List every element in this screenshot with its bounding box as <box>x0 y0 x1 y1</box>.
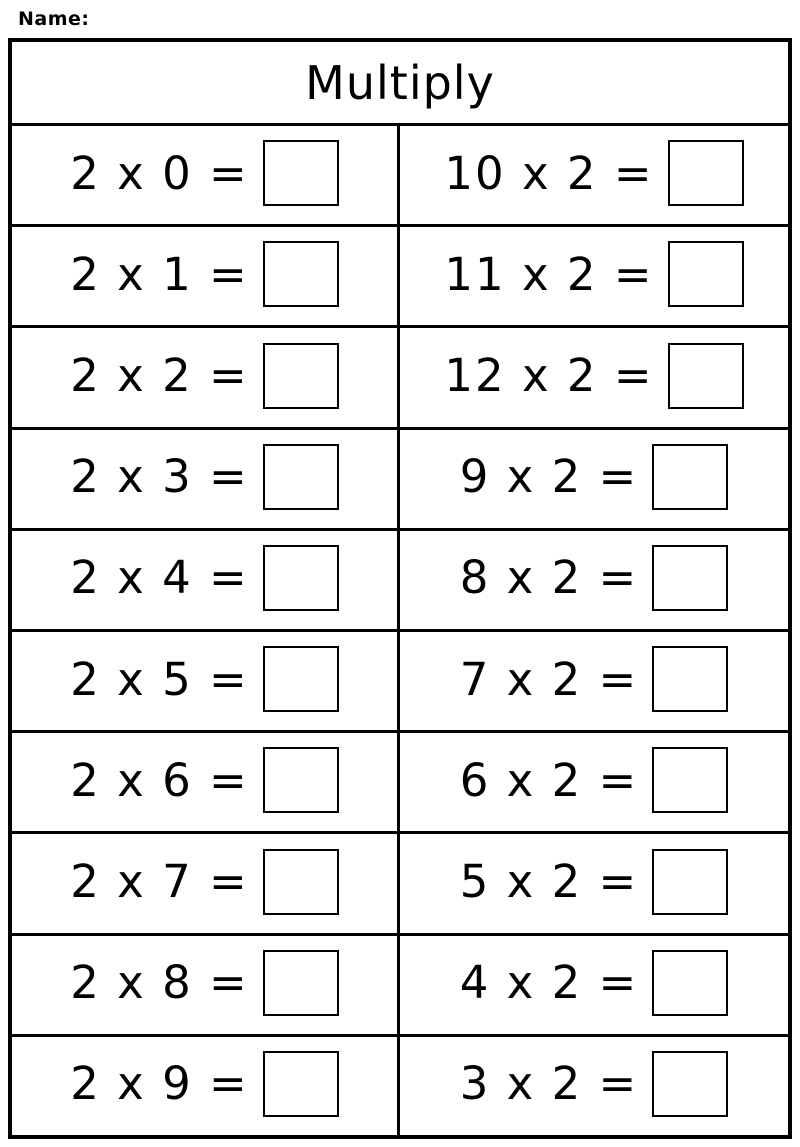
problem-expression: 9 x 2 = <box>459 450 639 504</box>
answer-input[interactable] <box>263 343 339 409</box>
problem-cell <box>12 430 400 528</box>
answer-input[interactable] <box>263 646 339 712</box>
problem-row <box>12 1037 788 1135</box>
answer-input[interactable] <box>652 747 728 813</box>
problem-row <box>12 430 788 531</box>
answer-input[interactable] <box>263 1051 339 1117</box>
problem-1 <box>70 140 339 206</box>
problem-11 <box>444 140 743 206</box>
problem-expression: 2 x 7 = <box>70 855 249 909</box>
worksheet-sheet <box>8 38 792 1139</box>
answer-input[interactable] <box>652 545 728 611</box>
problem-expression: 7 x 2 = <box>459 652 639 706</box>
problem-expression: 3 x 2 = <box>459 1057 639 1111</box>
problem-cell <box>400 531 788 629</box>
problem-9 <box>70 950 339 1016</box>
problem-cell <box>12 834 400 932</box>
problem-4 <box>70 444 339 510</box>
problem-cell <box>400 632 788 730</box>
problem-20 <box>460 1051 729 1117</box>
problem-cell <box>12 328 400 426</box>
problem-cell <box>12 632 400 730</box>
problem-expression: 2 x 4 = <box>70 551 249 605</box>
problem-grid <box>12 126 788 1135</box>
problem-expression: 2 x 2 = <box>70 349 249 402</box>
problem-cell <box>12 126 400 224</box>
answer-input[interactable] <box>263 747 339 813</box>
problem-18 <box>460 849 729 915</box>
answer-input[interactable] <box>652 646 728 712</box>
problem-6 <box>70 646 339 712</box>
problem-cell <box>12 227 400 325</box>
problem-cell <box>400 733 788 831</box>
problem-cell <box>400 936 788 1034</box>
problem-16 <box>460 646 729 712</box>
problem-cell <box>12 531 400 629</box>
problem-cell <box>400 834 788 932</box>
problem-2 <box>70 241 339 307</box>
problem-cell <box>400 1037 788 1135</box>
problem-expression: 8 x 2 = <box>459 551 639 605</box>
problem-expression: 6 x 2 = <box>459 753 639 807</box>
answer-input[interactable] <box>263 140 339 206</box>
problem-cell <box>400 328 788 426</box>
answer-input[interactable] <box>652 849 728 915</box>
answer-input[interactable] <box>263 950 339 1016</box>
problem-row <box>12 733 788 834</box>
answer-input[interactable] <box>652 444 728 510</box>
problem-expression: 12 x 2 = <box>444 349 654 402</box>
answer-input[interactable] <box>263 849 339 915</box>
answer-input[interactable] <box>652 950 728 1016</box>
problem-expression: 2 x 1 = <box>70 247 249 301</box>
problem-row <box>12 126 788 227</box>
problem-row <box>12 936 788 1037</box>
problem-expression: 10 x 2 = <box>444 146 654 200</box>
answer-input[interactable] <box>668 343 744 409</box>
answer-input[interactable] <box>668 140 744 206</box>
problem-19 <box>460 950 729 1016</box>
problem-expression: 2 x 0 = <box>70 146 249 200</box>
problem-7 <box>70 747 339 813</box>
answer-input[interactable] <box>263 241 339 307</box>
page-title: Multiply <box>305 55 495 110</box>
answer-input[interactable] <box>263 444 339 510</box>
problem-expression: 4 x 2 = <box>459 956 639 1010</box>
problem-row <box>12 632 788 733</box>
problem-expression: 5 x 2 = <box>459 855 639 909</box>
problem-14 <box>460 444 729 510</box>
problem-15 <box>460 545 729 611</box>
answer-input[interactable] <box>668 241 744 307</box>
problem-row <box>12 834 788 935</box>
problem-row <box>12 328 788 429</box>
problem-cell <box>400 430 788 528</box>
name-label: Name: <box>18 8 90 30</box>
problem-expression: 11 x 2 = <box>444 247 654 301</box>
problem-5 <box>70 545 339 611</box>
worksheet-title-row <box>12 42 788 126</box>
problem-expression: 2 x 6 = <box>70 753 249 807</box>
answer-input[interactable] <box>652 1051 728 1117</box>
problem-cell <box>12 1037 400 1135</box>
problem-3 <box>70 343 339 409</box>
problem-expression: 2 x 8 = <box>70 956 249 1010</box>
problem-cell <box>400 227 788 325</box>
problem-expression: 2 x 3 = <box>70 450 249 504</box>
problem-row <box>12 531 788 632</box>
problem-expression: 2 x 5 = <box>70 652 249 706</box>
problem-row <box>12 227 788 328</box>
problem-8 <box>70 849 339 915</box>
problem-12 <box>444 241 743 307</box>
answer-input[interactable] <box>263 545 339 611</box>
problem-cell <box>12 936 400 1034</box>
problem-cell <box>400 126 788 224</box>
problem-cell <box>12 733 400 831</box>
problem-expression: 2 x 9 = <box>70 1057 249 1111</box>
problem-13 <box>444 343 743 409</box>
name-field-row <box>0 0 800 38</box>
problem-10 <box>70 1051 339 1117</box>
problem-17 <box>460 747 729 813</box>
